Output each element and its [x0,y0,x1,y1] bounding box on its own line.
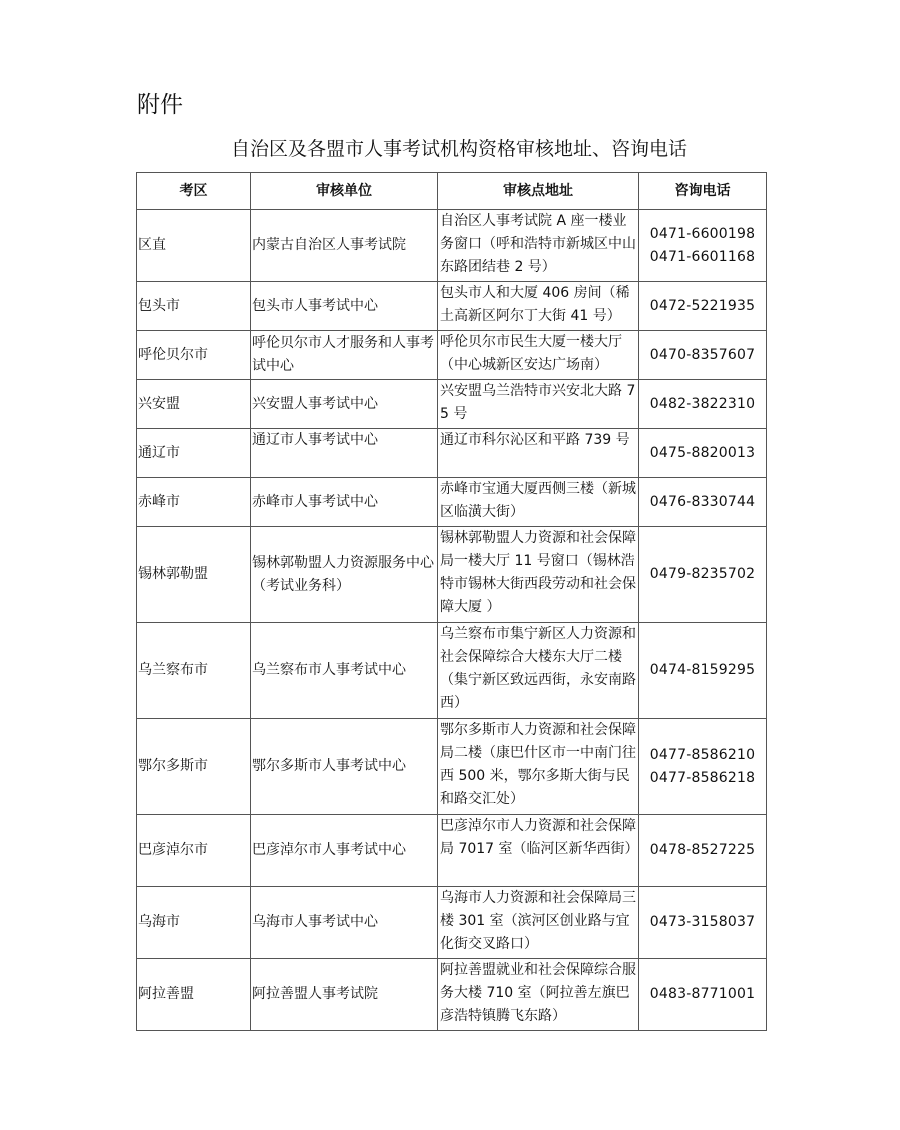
phone-cell: 0470-8357607 [639,331,767,380]
unit-cell: 鄂尔多斯市人事考试中心 [251,719,438,815]
unit-cell: 兴安盟人事考试中心 [251,380,438,429]
address-cell: 自治区人事考试院 A 座一楼业务窗口（呼和浩特市新城区中山东路团结巷 2 号） [438,210,639,282]
zone-cell: 赤峰市 [137,478,251,527]
table-row [137,527,767,623]
header-unit: 审核单位 [251,173,438,210]
phone-cell: 0478-8527225 [639,815,767,887]
table-row [137,210,767,282]
address-cell: 乌兰察布市集宁新区人力资源和社会保障综合大楼东大厅二楼（集宁新区致远西街，永安南路西） [438,623,639,719]
zone-cell: 阿拉善盟 [137,959,251,1031]
zone-cell: 包头市 [137,282,251,331]
zone-cell: 锡林郭勒盟 [137,527,251,623]
address-cell: 鄂尔多斯市人力资源和社会保障局二楼（康巴什区市一中南门往西 500 米，鄂尔多斯大街与民和路交汇处） [438,719,639,815]
phone-cell: 0471-6600198 0471-6601168 [639,210,767,282]
address-cell: 赤峰市宝通大厦西侧三楼（新城区临潢大街） [438,478,639,527]
address-cell: 包头市人和大厦 406 房间（稀土高新区阿尔丁大街 41 号） [438,282,639,331]
address-cell: 通辽市科尔沁区和平路 739 号 [438,429,639,478]
unit-cell: 阿拉善盟人事考试院 [251,959,438,1031]
phone-cell: 0483-8771001 [639,959,767,1031]
table-row [137,623,767,719]
phone-cell: 0472-5221935 [639,282,767,331]
zone-cell: 乌海市 [137,887,251,959]
address-cell: 呼伦贝尔市民生大厦一楼大厅（中心城新区安达广场南） [438,331,639,380]
header-address: 审核点地址 [438,173,639,210]
unit-cell: 巴彦淖尔市人事考试中心 [251,815,438,887]
address-cell: 阿拉善盟就业和社会保障综合服务大楼 710 室（阿拉善左旗巴彦浩特镇腾飞东路） [438,959,639,1031]
address-cell: 锡林郭勒盟人力资源和社会保障局一楼大厅 11 号窗口（锡林浩特市锡林大街西段劳动和社会保障大厦 ） [438,527,639,623]
zone-cell: 乌兰察布市 [137,623,251,719]
header-phone: 咨询电话 [639,173,767,210]
phone-cell: 0475-8820013 [639,429,767,478]
table-row [137,282,767,331]
address-cell: 乌海市人力资源和社会保障局三楼 301 室（滨河区创业路与宜化街交叉路口） [438,887,639,959]
zone-cell: 区直 [137,210,251,282]
phone-cell: 0477-8586210 0477-8586218 [639,719,767,815]
unit-cell: 通辽市人事考试中心 [251,429,438,478]
zone-cell: 通辽市 [137,429,251,478]
unit-cell: 锡林郭勒盟人力资源服务中心（考试业务科） [251,527,438,623]
table-row [137,331,767,380]
unit-cell: 呼伦贝尔市人才服务和人事考试中心 [251,331,438,380]
unit-cell: 内蒙古自治区人事考试院 [251,210,438,282]
table-row [137,478,767,527]
phone-cell: 0473-3158037 [639,887,767,959]
document-title: 自治区及各盟市人事考试机构资格审核地址、咨询电话 [230,138,687,160]
zone-cell: 呼伦贝尔市 [137,331,251,380]
unit-cell: 乌兰察布市人事考试中心 [251,623,438,719]
exam-office-table [136,172,767,1031]
phone-cell: 0474-8159295 [639,623,767,719]
table-row [137,815,767,887]
attachment-label: 附件 [137,92,183,118]
address-cell: 巴彦淖尔市人力资源和社会保障局 7017 室（临河区新华西街） [438,815,639,887]
table-header-row [137,173,767,210]
phone-cell: 0482-3822310 [639,380,767,429]
unit-cell: 包头市人事考试中心 [251,282,438,331]
table-row [137,959,767,1031]
zone-cell: 巴彦淖尔市 [137,815,251,887]
table-row [137,887,767,959]
phone-cell: 0476-8330744 [639,478,767,527]
table-row [137,429,767,478]
zone-cell: 兴安盟 [137,380,251,429]
zone-cell: 鄂尔多斯市 [137,719,251,815]
unit-cell: 乌海市人事考试中心 [251,887,438,959]
header-zone: 考区 [137,173,251,210]
table-row [137,380,767,429]
unit-cell: 赤峰市人事考试中心 [251,478,438,527]
address-cell: 兴安盟乌兰浩特市兴安北大路 75 号 [438,380,639,429]
phone-cell: 0479-8235702 [639,527,767,623]
table-row [137,719,767,815]
